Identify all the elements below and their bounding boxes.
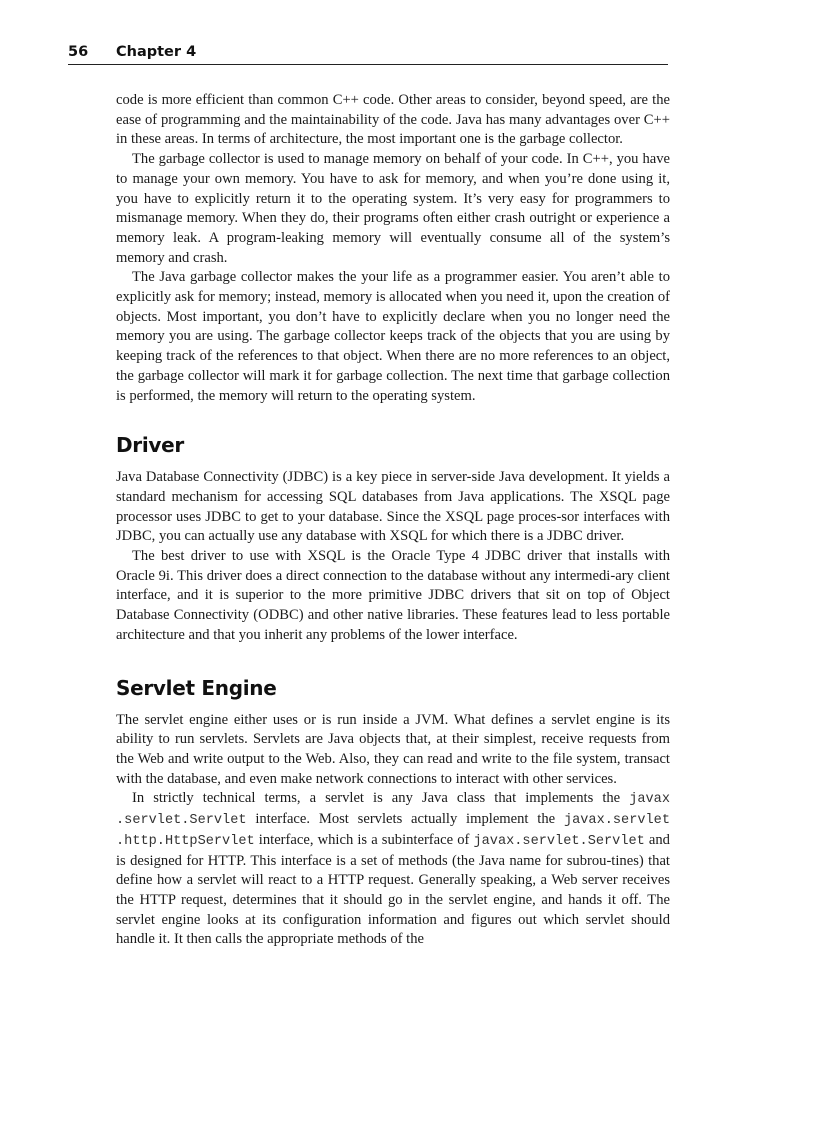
page-body bbox=[116, 91, 670, 950]
paragraph: The garbage collector is used to manage memory on behalf of your code. In C++, you have to manage your own memory. You have to ask for memory, and when you’re done using it, you have to explicitly return it to the operating system. It’s very easy for programmers to mismanage memory. When they do, their programs often either crash outright or experience a memory leak. A program-leaking memory will eventually consume all of the system’s memory and crash. bbox=[116, 151, 670, 266]
paragraph: code is more efficient than common C++ code. Other areas to consider, beyond speed, are the ease of programming and the maintainability of the code. Java has many advantages over C++ in these areas. In terms of architecture, the most important one is the garbage collector. bbox=[116, 92, 670, 148]
code-httpservlet-interface: javax.servlet .http.HttpServlet bbox=[116, 813, 670, 849]
paragraph: Java Database Connectivity (JDBC) is a key piece in server-side Java development. It yields a standard mechanism for accessing SQL databases from Java applications. The XSQL page processor uses JDBC to get to your database. Since the XSQL page proces-sor interfaces with JDBC, you can actually use any database with XSQL for which there is a JDBC driver. bbox=[116, 469, 670, 545]
paragraph: The Java garbage collector makes the your life as a programmer easier. You aren’t able to explicitly ask for memory; instead, memory is allocated when you need it, upon the creation of objects. Most important, you don’t have to explicitly declare when you no longer need the memory you are using. The garbage collector keeps track of the objects that you are using by keeping track of the references to that object. When there are no more references to an object, the garbage collector will mark it for garbage collection. The next time that garbage collection is performed, the memory will return to the operating system. bbox=[116, 269, 670, 404]
paragraph: The servlet engine either uses or is run inside a JVM. What defines a servlet engine is its ability to run servlets. Servlets are Java objects that, at their simplest, receive requests from the Web and write output to the Web. Also, they can read and write to the file system, transact with the database, and even make network connections to interact with other services. bbox=[116, 711, 670, 787]
text-run: In strictly technical terms, a servlet is any Java class that implements the bbox=[132, 790, 630, 807]
chapter-title: Chapter 4 bbox=[116, 44, 197, 60]
paragraph bbox=[116, 789, 670, 950]
running-header bbox=[68, 44, 668, 65]
section-heading-servlet-engine: Servlet Engine bbox=[116, 675, 277, 700]
text-run: interface, which is a subinterface of bbox=[254, 831, 474, 848]
text-run: and is designed for HTTP. This interface is a set of methods (the Java name for subrou-tines) that define how a servlet will react to a HTTP request. Generally speaking, a Web server receives the HTTP request, determines that it should go in the servlet engine, and hands it off. The servlet engine looks at its configuration information and figures out which servlet should handle it. It then calls the appropriate methods of the bbox=[116, 831, 670, 948]
paragraph: The best driver to use with XSQL is the Oracle Type 4 JDBC driver that installs with Oracle 9i. This driver does a direct connection to the database without any intermedi-ary client interface, and it is superior to the more primitive JDBC drivers that sit on top of Object Database Connectivity (ODBC) and other native libraries. These features lead to less portable architecture and that you inherit any problems of the lower interface. bbox=[116, 548, 670, 643]
code-servlet-interface-2: javax.servlet.Servlet bbox=[473, 833, 645, 849]
section-heading-driver: Driver bbox=[116, 433, 184, 458]
page-number: 56 bbox=[68, 44, 89, 60]
text-run: interface. Most servlets actually implement the bbox=[246, 811, 564, 828]
code-servlet-interface: javax .servlet.Servlet bbox=[116, 792, 670, 829]
